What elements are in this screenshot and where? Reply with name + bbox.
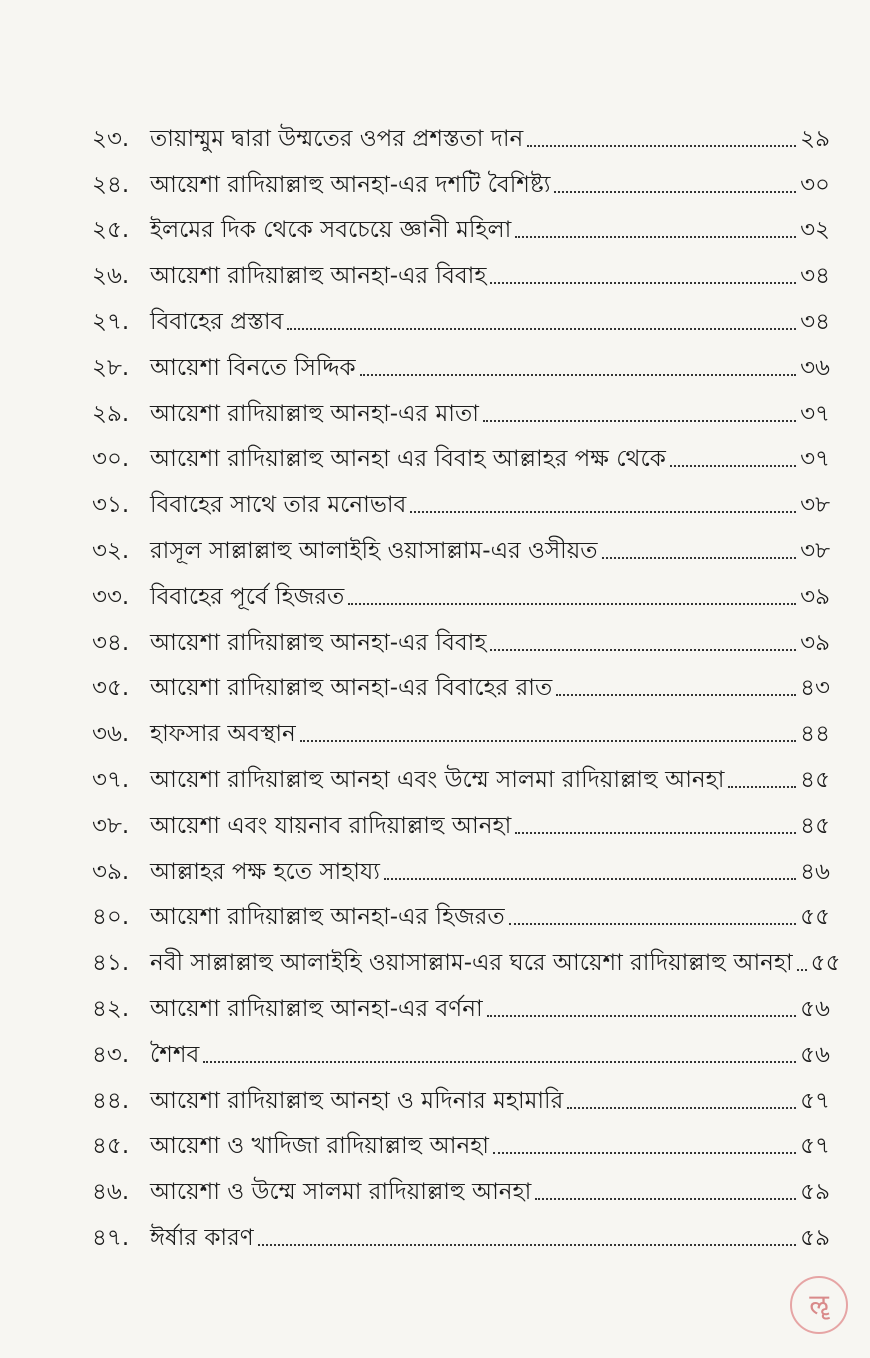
toc-entry-page: ৩৮ [800,537,830,564]
toc-entry [92,1161,830,1207]
dot-leader [527,145,796,147]
toc-entry-number: ৩৮. [92,812,130,839]
toc-entry-title: নবী সাল্লাল্লাহু আলাইহি ওয়াসাল্লাম-এর ঘরে আয়েশা রাদিয়াল্লাহু আনহা [150,950,793,977]
dot-leader [602,557,797,559]
toc-entry-page: ৪৫ [800,766,830,793]
toc-entry [92,841,830,887]
toc-entry-number: ৪৪. [92,1087,130,1114]
toc-entry-title: ঈর্ষার কারণ [150,1224,254,1251]
dot-leader [348,603,796,605]
toc-entry-number: ২৮. [92,354,130,381]
toc-entry-title: আয়েশা রাদিয়াল্লাহু আনহা-এর হিজরত [150,904,505,931]
dot-leader [490,649,796,651]
toc-entry-page: ৫৫ [810,950,841,977]
toc-entry-page: ৫৯ [800,1224,830,1251]
toc-entry [92,383,830,429]
toc-entry [92,978,830,1024]
toc-entry-page: ৪৩ [800,675,830,702]
toc-entry-page: ৩৪ [800,263,830,290]
dot-leader [487,1015,796,1017]
toc-entry-title: আয়েশা রাদিয়াল্লাহু আনহা-এর বর্ণনা [150,995,483,1022]
toc-entry-title: আল্লাহর পক্ষ হতে সাহায্য [150,858,380,885]
toc-entry-title: আয়েশা রাদিয়াল্লাহু আনহা-এর বিবাহ [150,263,487,290]
dot-leader [483,420,796,422]
dot-leader [515,832,796,834]
dot-leader [567,1107,796,1109]
toc-entry-title: আয়েশা রাদিয়াল্লাহু আনহা ও মদিনার মহামারি [150,1087,564,1114]
toc-entry-page: ৪৬ [800,858,830,885]
toc-entry-page: ৪৫ [800,812,830,839]
toc-entry [92,200,830,246]
toc-entry-number: ২৩. [92,125,130,152]
dot-leader [203,1061,796,1063]
toc-entry-title: আয়েশা রাদিয়াল্লাহু আনহা এর বিবাহ আল্লাহর পক্ষ থেকে [150,446,666,473]
toc-entry-number: ৪০. [92,904,130,931]
dot-leader [509,923,796,925]
toc-entry-title: হাফসার অবস্থান [150,721,296,748]
toc-entry-page: ৫৬ [800,1041,830,1068]
toc-entry-number: ৪৫. [92,1133,130,1160]
toc-entry-number: ২৬. [92,263,130,290]
dot-leader [360,374,796,376]
toc-entry-number: ৪৬. [92,1179,130,1206]
toc-entry [92,749,830,795]
toc-entry-title: আয়েশা ও উম্মে সালমা রাদিয়াল্লাহু আনহা [150,1179,532,1206]
toc-entry-number: ২৪. [92,171,130,198]
toc-entry-number: ৪২. [92,995,130,1022]
dot-leader [728,786,796,788]
toc-entry-number: ৩৯. [92,858,130,885]
toc-entry-number: ২৯. [92,400,130,427]
quill-logo-icon: ॡ [790,1276,848,1334]
toc-entry [92,1207,830,1253]
toc-entry-page: ৩২ [800,217,830,244]
toc-entry-title: আয়েশা রাদিয়াল্লাহু আনহা-এর বিবাহ [150,629,487,656]
toc-entry [92,1116,830,1162]
toc-entry-title: বিবাহের সাথে তার মনোভাব [150,492,407,519]
toc-entry [92,566,830,612]
dot-leader [797,969,807,971]
dot-leader [287,328,796,330]
toc-entry-page: ৫৫ [800,904,830,931]
dot-leader [670,465,796,467]
toc-entry [92,1024,830,1070]
toc-entry [92,658,830,704]
toc-entry-number: ৩৫. [92,675,130,702]
toc-entry [92,108,830,154]
toc-entry-page: ৩৭ [800,446,830,473]
toc-entry-number: ২৭. [92,308,130,335]
toc-entry-number: ৪৭. [92,1224,130,1251]
toc-entry-page: ৩৮ [800,492,830,519]
toc-entry [92,429,830,475]
toc-entry-page: ৩০ [800,171,830,198]
toc-entry-number: ৩৭. [92,766,130,793]
toc-entry-title: বিবাহের পূর্বে হিজরত [150,583,345,610]
toc-entry [92,154,830,200]
dot-leader [410,511,796,513]
toc-entry-title: আয়েশা বিনতে সিদ্দিক [150,354,356,381]
toc-entry-title: আয়েশা রাদিয়াল্লাহু আনহা-এর বিবাহের রাত [150,675,553,702]
toc-entry-title: তায়াম্মুম দ্বারা উম্মতের ওপর প্রশস্ততা দান [150,125,524,152]
dot-leader [556,694,796,696]
toc-entry-number: ২৫. [92,217,130,244]
toc-entry-page: ৩৯ [800,583,830,610]
toc-entry-page: ৩৭ [800,400,830,427]
toc-entry [92,337,830,383]
table-of-contents [92,108,841,1253]
toc-entry-page: ৩৬ [800,354,830,381]
toc-entry-number: ৩৪. [92,629,130,656]
toc-entry [92,932,841,978]
toc-entry-number: ৩২. [92,537,130,564]
toc-entry [92,520,830,566]
toc-entry-number: ৪৩. [92,1041,130,1068]
toc-entry-page: ৩৯ [800,629,830,656]
toc-entry-number: ৩৩. [92,583,130,610]
dot-leader [554,191,796,193]
toc-entry-page: ৪৪ [800,721,830,748]
toc-entry [92,1070,830,1116]
toc-entry [92,795,830,841]
toc-entry [92,474,830,520]
toc-entry [92,887,830,933]
toc-entry-title: আয়েশা রাদিয়াল্লাহু আনহা-এর মাতা [150,400,479,427]
toc-entry-title: আয়েশা এবং যায়নাব রাদিয়াল্লাহু আনহা [150,812,512,839]
toc-entry-title: আয়েশা রাদিয়াল্লাহু আনহা এবং উম্মে সালমা রাদিয়াল্লাহু আনহা [150,766,725,793]
toc-entry-title: রাসূল সাল্লাল্লাহু আলাইহি ওয়াসাল্লাম-এর ওসীয়ত [150,537,598,564]
dot-leader [515,236,796,238]
toc-entry-title: শৈশব [150,1041,200,1068]
dot-leader [490,282,796,284]
dot-leader [535,1198,796,1200]
toc-entry [92,291,830,337]
toc-entry-title: আয়েশা রাদিয়াল্লাহু আনহা-এর দশটি বৈশিষ্ট্য [150,171,551,198]
toc-entry-page: ২৯ [800,125,830,152]
dot-leader [384,878,796,880]
toc-entry [92,245,830,291]
toc-entry-number: ৩০. [92,446,130,473]
dot-leader [300,740,796,742]
toc-entry-page: ৫৬ [800,995,830,1022]
toc-entry-number: ৩১. [92,492,130,519]
toc-entry [92,703,830,749]
dot-leader [493,1152,796,1154]
dot-leader [258,1244,796,1246]
toc-entry-page: ৫৯ [800,1179,830,1206]
toc-entry [92,612,830,658]
toc-entry-title: বিবাহের প্রস্তাব [150,308,284,335]
toc-entry-title: ইলমের দিক থেকে সবচেয়ে জ্ঞানী মহিলা [150,217,512,244]
toc-entry-number: ৪১. [92,950,130,977]
toc-entry-page: ৩৪ [800,308,830,335]
toc-entry-page: ৫৭ [800,1087,830,1114]
toc-entry-number: ৩৬. [92,721,130,748]
toc-entry-page: ৫৭ [800,1133,830,1160]
toc-entry-title: আয়েশা ও খাদিজা রাদিয়াল্লাহু আনহা [150,1133,489,1160]
